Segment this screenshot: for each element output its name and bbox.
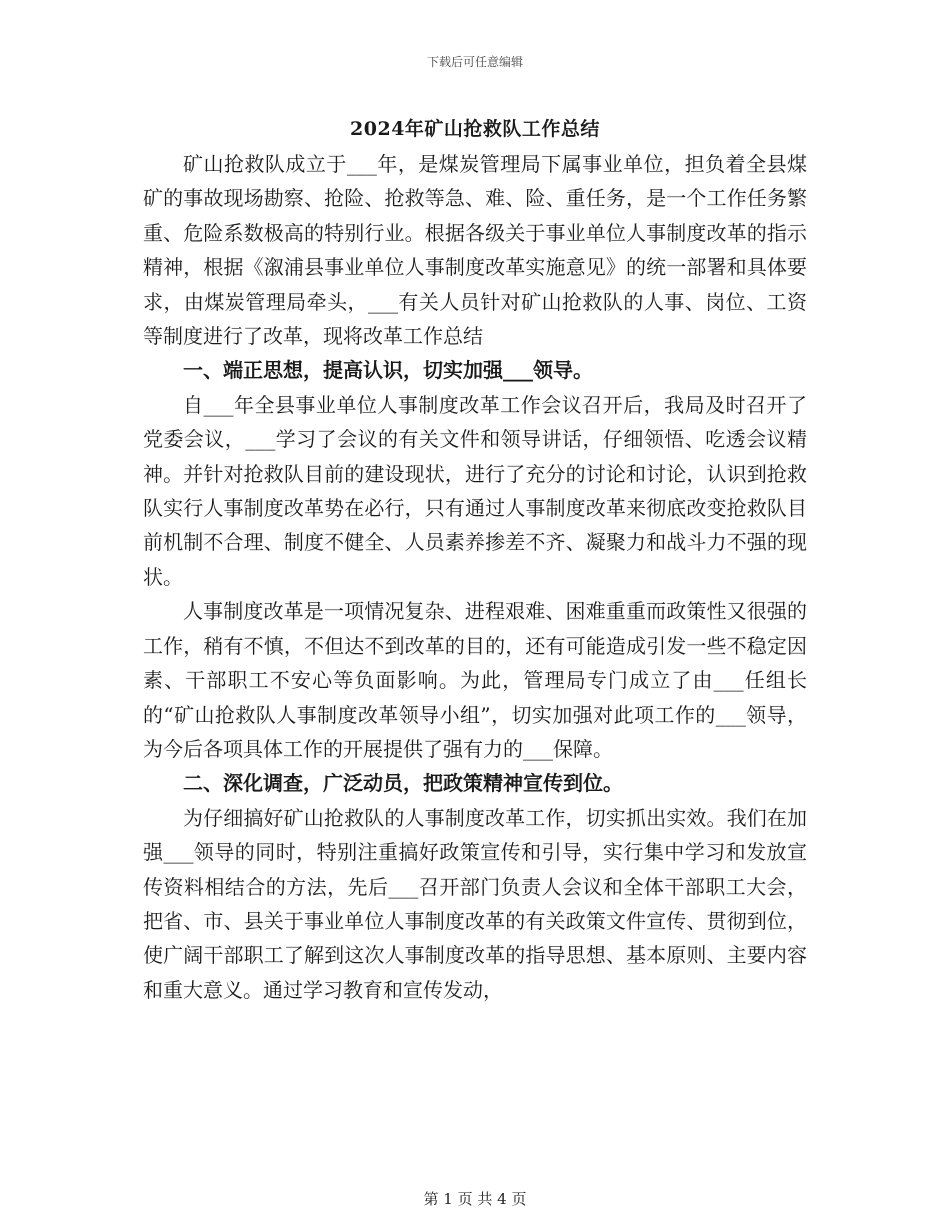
paragraph-section1-b: 人事制度改革是一项情况复杂、进程艰难、困难重重而政策性又很强的工作，稍有不慎，不但达不到改革的目的，还有可能造成引发一些不稳定因素、干部职工不安心等负面影响。为此，管理局专门成立了由___任组长的“矿山抢救队人事制度改革领导小组”，切实加强对此项工作的___领导，为今后各项具体工作的开展提供了强有力的___保障。 xyxy=(143,599,807,761)
section-heading-2: 二、深化调查，广泛动员，把政策精神宣传到位。 xyxy=(183,771,623,796)
document-title: 2024年矿山抢救队工作总结 xyxy=(350,118,600,140)
paragraph-intro: 矿山抢救队成立于___年，是煤炭管理局下属事业单位，担负着全县煤矿的事故现场勘察、抢险、抢救等急、难、险、重任务，是一个工作任务繁重、危险系数极高的特别行业。根据各级关于事业单位人事制度改革的指示精神，根据《溆浦县事业单位人事制度改革实施意见》的统一部署和具体要求，由煤炭管理局牵头，___有关人员针对矿山抢救队的人事、岗位、工资等制度进行了改革，现将改革工作总结 xyxy=(143,152,807,349)
paragraph-section2-a: 为仔细搞好矿山抢救队的人事制度改革工作，切实抓出实效。我们在加强___领导的同时，特别注重搞好政策宣传和引导，实行集中学习和发放宣传资料相结合的方法，先后___召开部门负责人会议和全体干部职工大会，把省、市、县关于事业单位人事制度改革的有关政策文件宣传、贯彻到位，使广阔干部职工了解到这次人事制度改革的指导思想、基本原则、主要内容和重大意义。通过学习教育和宣传发动， xyxy=(143,805,807,1002)
page-number: 第 1 页 共 4 页 xyxy=(423,1190,527,1208)
section-heading-1: 一、端正思想，提高认识，切实加强___领导。 xyxy=(183,358,593,383)
header-note: 下载后可任意编辑 xyxy=(426,55,523,69)
document-body xyxy=(143,147,807,1007)
paragraph-section1-a: 自___年全县事业单位人事制度改革工作会议召开后，我局及时召开了党委会议，___学习了会议的有关文件和领导讲话，仔细领悟、吃透会议精神。并针对抢救队目前的建设现状，进行了充分的讨论和讨论，认识到抢救队实行人事制度改革势在必行，只有通过人事制度改革来彻底改变抢救队目前机制不合理、制度不健全、人员素养掺差不齐、凝聚力和战斗力不强的现状。 xyxy=(143,392,807,589)
